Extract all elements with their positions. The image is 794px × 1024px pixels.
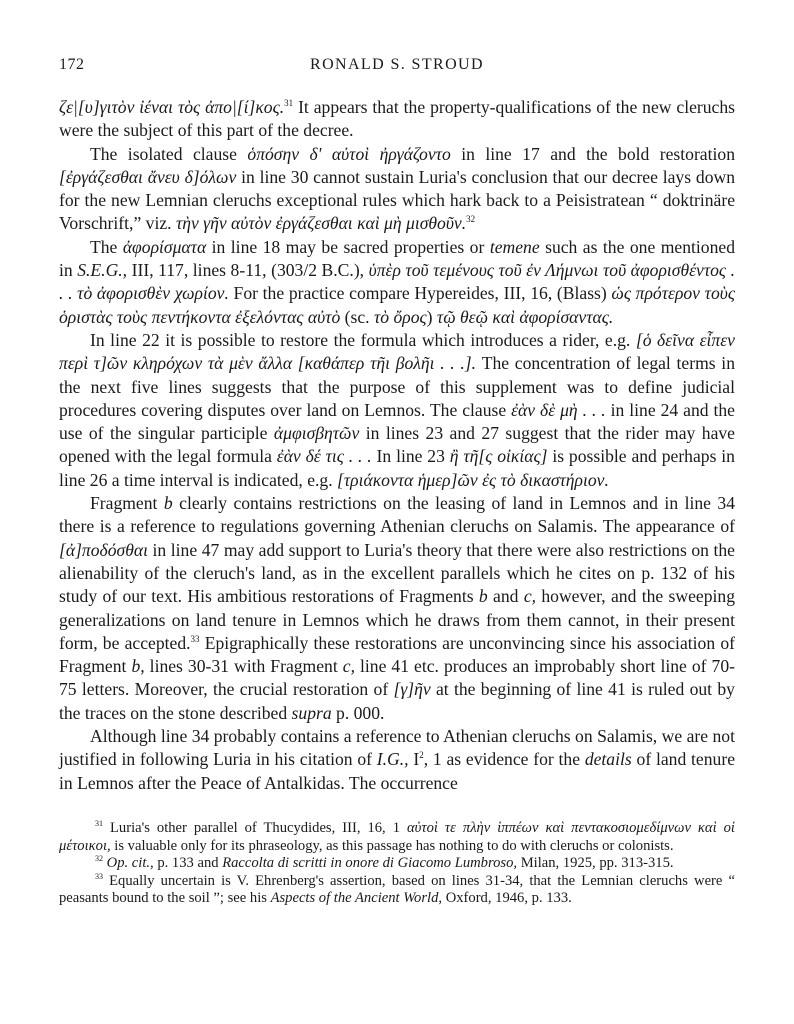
text-run: III, 117, lines 8-11, (303/2 B.C.), — [127, 260, 369, 281]
greek-text: τὸ ὄρος — [373, 306, 427, 327]
footnote-number: 33 — [95, 871, 103, 881]
text-run: in line 30 cannot sustain Luria's conclusion that our decree lays down for the new Lemnian cleruchs exceptional rules which hark back to a Peisistratean “ doktrinäre Vorschrift,” viz. — [59, 166, 735, 234]
text-run: such as the one mentioned in — [59, 236, 735, 281]
greek-text: ἀμφισβητῶν — [273, 423, 360, 444]
greek-text: ἀφορίσματα — [122, 236, 207, 257]
text-run: , 1 as evidence for the — [423, 749, 585, 770]
text-run: of land tenure in Lemnos after the Peace of Antalkidas. The occurrence — [59, 749, 735, 793]
italic-text: I.G., — [376, 749, 409, 770]
text-run: line 41 etc. produces an improbably short line of 70-75 letters. Moreover, the crucial restoration of — [59, 656, 735, 700]
text-run: and — [487, 586, 524, 607]
text-run: lines 30-31 with Fragment — [144, 656, 343, 677]
text-run: The isolated clause — [90, 143, 248, 164]
text-run: in line 24 and the use of the singular participle — [59, 399, 735, 444]
text-run: Oxford, 1946, p. 133. — [442, 890, 572, 907]
italic-text: details — [584, 749, 632, 770]
greek-text: ὡς πρότερον τοὺς ὁριστὰς τοὺς πεντήκοντα ἐξελόντας αὐτὸ — [59, 283, 735, 327]
greek-text: ἐὰν δὲ μὴ . . . — [511, 399, 606, 420]
text-run: p. 133 and — [153, 855, 223, 872]
footnote-number: 31 — [95, 818, 103, 828]
greek-text: [ἀ]ποδόσθαι — [59, 539, 148, 560]
greek-text: [γ]ῆν — [393, 679, 431, 700]
italic-text: temene — [489, 236, 540, 257]
paragraph-3 — [59, 236, 735, 329]
footnotes — [59, 820, 735, 908]
text-run: at the beginning of line 41 is ruled out by the traces on the stone described — [59, 679, 735, 723]
text-run: Milan, 1925, pp. 313-315. — [517, 855, 674, 872]
greek-text: ὑπὲρ τοῦ τεμένους τοῦ ἐν Λήμνωι τοῦ ἀφορισθέντος . . . τὸ ἀφορισθὲν χωρίον. — [59, 260, 736, 304]
text-run: For the practice compare Hypereides, III, 16, (Blass) — [228, 283, 612, 304]
text-run: p. 000. — [331, 702, 385, 723]
superscript: 2 — [419, 750, 424, 761]
paragraph-2 — [59, 143, 735, 236]
greek-text: [ὁ δεῖνα εἶπεν περὶ τ]ῶν κληρόχων τὰ μὲν ἄλλα [καθάπερ τῆι βολῆι . . .]. — [59, 329, 735, 374]
italic-text: c, — [342, 656, 355, 677]
text-run: however, and the sweeping generalizations on land tenure in Lemnos which he draws from them cannot, in their present form, be accepted. — [59, 586, 736, 653]
page — [59, 56, 735, 908]
text-run: Equally uncertain is V. Ehrenberg's assertion, based on lines 31-34, that the Lemnian cleruchs were “ peasants bound to the soil ”; see his — [59, 872, 735, 907]
italic-text: b — [163, 493, 173, 514]
greek-text: [ἐργάζεσθαι ἄνευ δ]όλων — [59, 166, 237, 187]
footnote-ref-31: 31 — [284, 98, 294, 108]
text-run: (sc. — [340, 306, 374, 327]
text-run: I — [408, 749, 420, 770]
paragraph-6 — [59, 725, 735, 795]
text-run: In line 22 it is possible to restore the formula which introduces a rider, e.g. — [90, 329, 636, 350]
footnote-number: 32 — [95, 854, 103, 864]
greek-text: τὴν γῆν αὐτὸν ἐργάζεσθαι καὶ μὴ μισθοῦν. — [175, 213, 467, 234]
running-head: RONALD S. STROUD — [310, 56, 484, 73]
text-run: Fragment — [90, 493, 164, 514]
footnote-ref-33: 33 — [190, 633, 200, 644]
greek-text: ζε|[υ]γιτὸν ἰέναι τὸς ἀπο|[ί]κος. — [59, 97, 285, 117]
page-number: 172 — [59, 56, 85, 73]
text-run: clearly contains restrictions on the leasing of land in Lemnos and in line 34 there is a reference to regulations governing Athenian cleruchs on Salamis. The appearance of — [59, 493, 736, 537]
greek-text: ὁπόσην δ' αὐτοὶ ἠργάζοντο — [247, 143, 451, 164]
text-run: Epigraphically these restorations are unconvincing since his association of Fragment — [59, 632, 735, 677]
italic-text: Aspects of the Ancient World, — [270, 890, 443, 907]
body-text — [59, 96, 735, 795]
text-run: in lines 23 and 27 suggest that the rider may have opened with the legal formula — [59, 423, 735, 467]
text-run: in line 17 and the bold restoration — [450, 143, 735, 164]
paragraph-5 — [59, 492, 735, 725]
text-run: The concentration of legal terms in the next five lines suggests that the purpose of this supplement was to define judicial procedures covering disputes over land on Lemnos. The clause — [59, 353, 735, 420]
italic-text: S.E.G., — [77, 260, 128, 281]
italic-text: Op. cit., — [106, 855, 154, 872]
text-run: is possible and perhaps in line 26 a time interval is indicated, e.g. — [59, 446, 735, 490]
text-run: in line 47 may add support to Luria's theory that there were also restrictions on the alienability of the cleruch's land, as in the excellent parallels which he cites on p. 132 of his study of our text. His ambitious restorations of Fragments — [59, 539, 735, 607]
text-run: Luria's other parallel of Thucydides, III, 16, 1 — [103, 819, 407, 836]
italic-text: b, — [131, 656, 145, 677]
italic-text: Raccolta di scritti in onore di Giacomo Lumbroso, — [222, 855, 518, 872]
greek-text: [τριάκοντα ἡμερ]ῶν ἐς τὸ δικαστήριον. — [337, 469, 609, 490]
paragraph-1 — [59, 96, 735, 143]
text-run: Although line 34 probably contains a reference to Athenian cleruchs on Salamis, we are not justified in following Luria in his citation of — [59, 726, 735, 770]
text-run: in line 18 may be sacred properties or — [206, 236, 490, 257]
italic-text: supra — [291, 702, 332, 723]
page-header — [59, 56, 735, 82]
greek-text: ἐὰν δέ τις . . . — [276, 446, 372, 467]
footnote-ref-32: 32 — [466, 214, 476, 225]
greek-text: αὐτοὶ τε πλὴν ἱππέων καὶ πεντακοσιομεδίμνων καὶ οἱ μέτοικοι, — [59, 819, 735, 854]
greek-text: ἢ τῆ[ς οἰκίας] — [449, 446, 548, 467]
paragraph-4 — [59, 329, 735, 492]
italic-text: c, — [523, 586, 537, 607]
italic-text: b — [478, 586, 488, 607]
greek-text: τῷ θεῷ καὶ ἀφορίσαντας. — [436, 306, 614, 327]
text-run: In line 23 — [371, 446, 450, 467]
footnote-31 — [59, 820, 735, 855]
text-run: The — [90, 236, 123, 257]
footnote-32 — [59, 855, 735, 873]
text-run: ) — [426, 306, 437, 327]
text-run: It appears that the property-qualifications of the new cleruchs were the subject of this part of the decree. — [59, 97, 736, 141]
text-run: is valuable only for its phraseology, as this passage has nothing to do with cleruchs or colonists. — [110, 837, 674, 854]
footnote-33 — [59, 873, 735, 908]
